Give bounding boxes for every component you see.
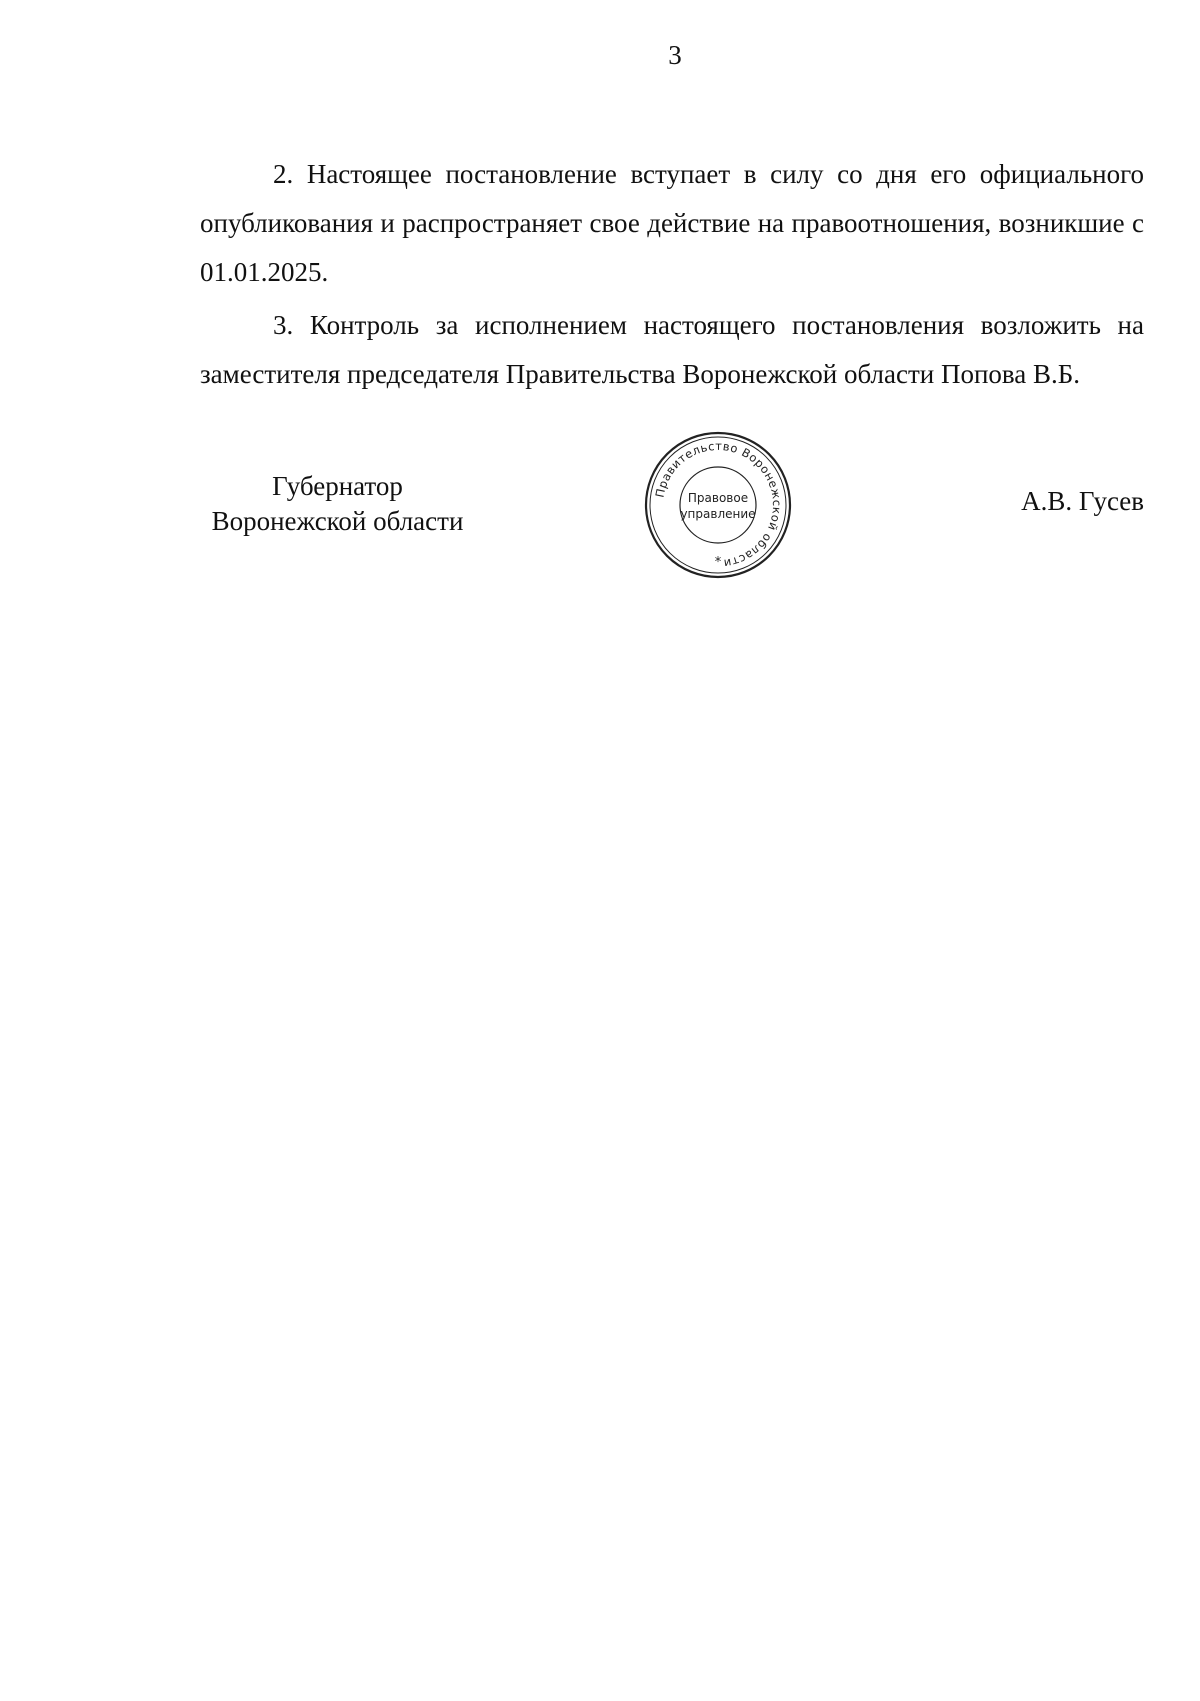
paragraph-2: 2. Настоящее постановление вступает в силу со дня его официального опубликования и распространяет свое действие на правоотношения, возникшие с 01.01.2025. <box>200 159 1144 287</box>
signer-position <box>200 469 475 539</box>
signer-name: А.В. Гусев <box>1021 486 1144 516</box>
document-body <box>200 150 1144 403</box>
seal-center-line2: управление <box>680 507 756 521</box>
seal-star: * <box>714 555 722 570</box>
seal-ring-text: Правительство Воронежской области <box>652 438 785 571</box>
signer-region: Воронежской области <box>211 506 464 536</box>
paragraph-3: 3. Контроль за исполнением настоящего постановления возложить на заместителя председателя Правительства Воронежской области Попова В.Б. <box>200 310 1144 389</box>
seal-icon <box>643 430 793 580</box>
seal-center-line1: Правовое <box>687 491 749 505</box>
page-number: 3 <box>668 40 682 70</box>
official-seal-stamp <box>643 430 793 580</box>
signature-block <box>200 430 1144 580</box>
signer-title: Губернатор <box>272 471 403 501</box>
